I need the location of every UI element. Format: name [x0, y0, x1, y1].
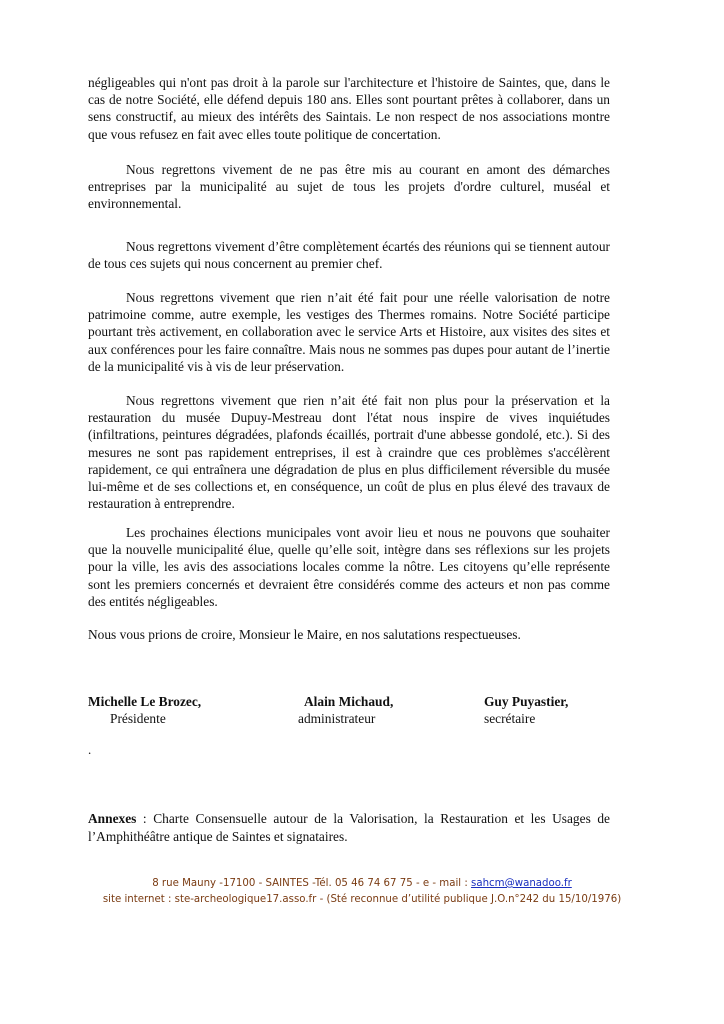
signatory-role: secrétaire	[484, 711, 536, 726]
footer-address	[0, 878, 724, 889]
footer-email-link[interactable]: sahcm@wanadoo.fr	[471, 878, 572, 889]
annexes-text: : Charte Consensuelle autour de la Valorisation, la Restauration et les Usages de l’Amphithéâtre antique de Saintes et signataires.	[88, 811, 610, 844]
annexes-note	[88, 810, 610, 845]
paragraph-4: Nous regrettons vivement que rien n’ait été fait pour une réelle valorisation de notre patrimoine comme, autre exemple, les vestiges des Thermes romains. Notre Société participe pourtant très activement, en collaboration avec le service Arts et Histoire, aux visites des sites et aux conférences pour les faire connaître. Mais nous ne sommes pas dupes pour autant de l’inertie de la municipalité vis à vis de leur préservation.	[88, 290, 610, 374]
paragraph-5: Nous regrettons vivement que rien n’ait été fait non plus pour la préservation et la restauration du musée Dupuy-Mestreau dont l'état nous inspire de vives inquiétudes (infiltrations, peintures dégradées, plafonds écaillés, portrait d'une abbesse gondolé, etc.). Si des mesures ne sont pas rapidement entreprises, il est à craindre que ces problèmes s'accélèrent rapidement, ce qui entraînera une dégradation de plus en plus difficilement réversible du musée lui-même et de ses collections et, en conséquence, un coût de plus en plus élevé des travaux de restauration à entreprendre.	[88, 393, 610, 512]
paragraph-6: Les prochaines élections municipales vont avoir lieu et nous ne pouvons que souhaiter que la nouvelle municipalité élue, quelle qu’elle soit, intègre dans ses réflexions sur les projets pour la ville, les avis des associations locales comme la nôtre. Les citoyens qu’elle représente sont les premiers concernés et devraient être considérés comme des acteurs et non pas comme des entités négligeables.	[88, 525, 610, 609]
paragraph-3: Nous regrettons vivement d’être complètement écartés des réunions qui se tiennent autour de tous ces sujets qui nous concernent au premier chef.	[88, 239, 610, 272]
signatory-role: Présidente	[110, 711, 166, 726]
signatory-name: Guy Puyastier,	[484, 694, 569, 709]
paragraph-2: Nous regrettons vivement de ne pas être mis au courant en amont des démarches entreprises par la municipalité au sujet de tous les projets d'ordre culturel, muséal et environnemental.	[88, 162, 610, 212]
signatory-name: Michelle Le Brozec,	[88, 694, 202, 709]
signatory-secretary	[484, 693, 568, 727]
footer-address-text: 8 rue Mauny -17100 - SAINTES -Tél. 05 46 74 67 75 - e - mail :	[152, 878, 472, 889]
signatory-administrator	[298, 693, 394, 727]
paragraph-1: négligeables qui n'ont pas droit à la parole sur l'architecture et l'histoire de Saintes, que, dans le cas de notre Société, elle défend depuis 180 ans. Elles sont pourtant prêtes à collaborer, dans un sens constructif, au mieux des intérêts des Saintais. Le non respect de nos associations montre que vous refusez en fait avec elles toute politique de concertation.	[88, 75, 610, 142]
footer-website: site internet : ste-archeologique17.asso.fr - (Sté reconnue d’utilité publique J.O.n°242 du 15/10/1976)	[102, 894, 622, 905]
annexes-label: Annexes	[88, 811, 137, 826]
stray-mark: .	[88, 742, 92, 757]
signatory-name: Alain Michaud,	[304, 694, 394, 709]
signatory-president	[88, 693, 201, 727]
closing-salutation: Nous vous prions de croire, Monsieur le Maire, en nos salutations respectueuses.	[88, 627, 521, 642]
signatory-role: administrateur	[298, 711, 376, 726]
